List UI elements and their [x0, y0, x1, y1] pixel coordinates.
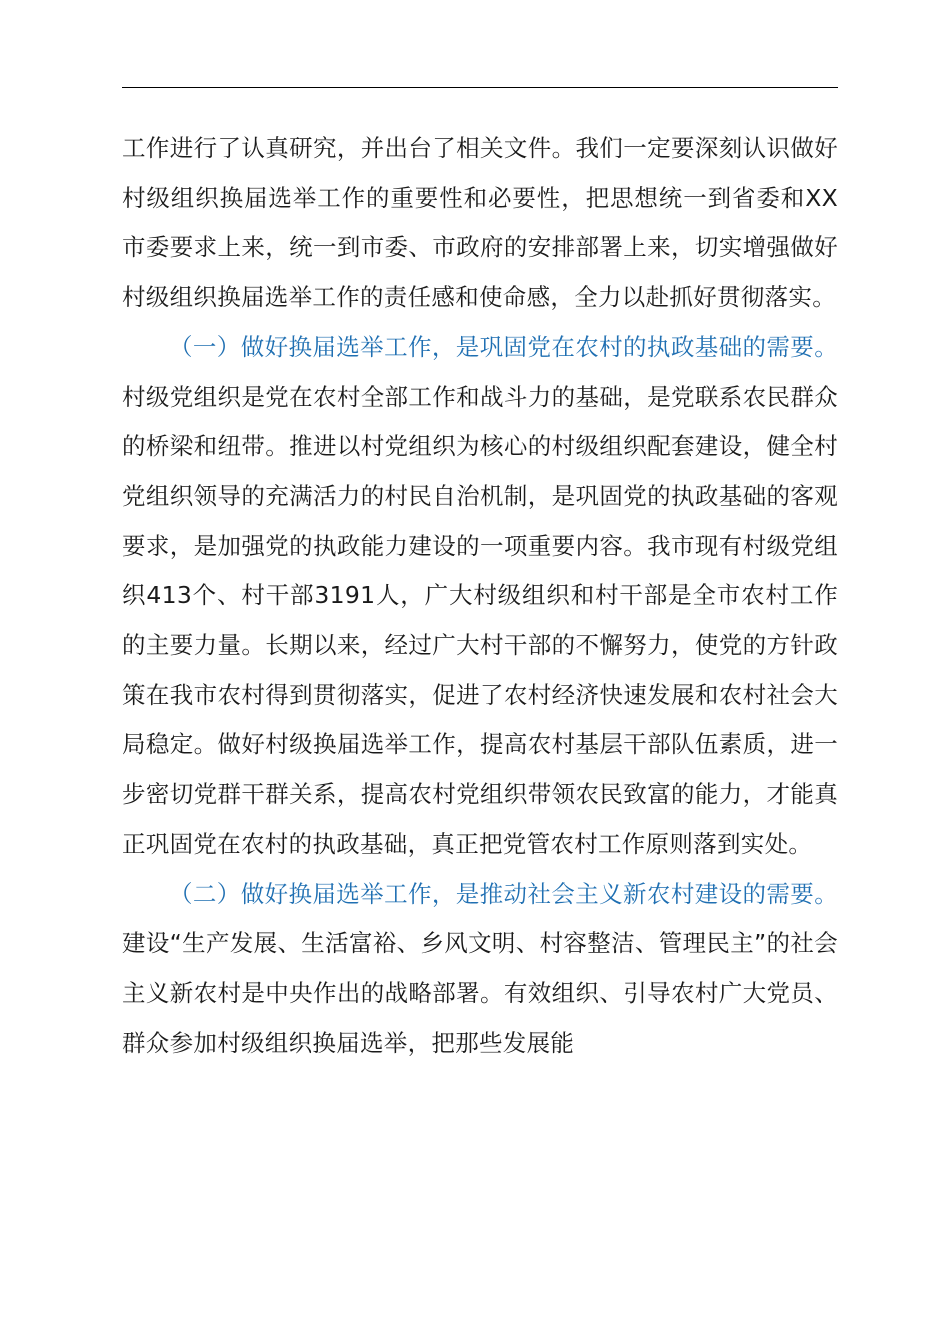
body-text	[122, 124, 838, 1068]
paragraph-section-1	[122, 323, 838, 870]
paragraph-text: 工作进行了认真研究，并出台了相关文件。我们一定要深刻认识做好村级组织换届选举工作的重要性和必要性，把思想统一到省委和XX市委要求上来，统一到市委、市政府的安排部署上来，切实增强做好村级组织换届选举工作的责任感和使命感，全力以赴抓好贯彻落实。	[122, 134, 838, 312]
paragraph-section-2	[122, 870, 838, 1069]
paragraph-text: 建设“生产发展、生活富裕、乡风文明、村容整洁、管理民主”的社会主义新农村是中央作出的战略部署。有效组织、引导农村广大党员、群众参加村级组织换届选举，把那些发展能	[122, 929, 838, 1057]
section-heading: （二）做好换届选举工作，是推动社会主义新农村建设的需要。	[169, 879, 838, 908]
paragraph-text: 村级党组织是党在农村全部工作和战斗力的基础，是党联系农民群众的桥梁和纽带。推进以村党组织为核心的村级组织配套建设，健全村党组织领导的充满活力的村民自治机制，是巩固党的执政基础的客观要求，是加强党的执政能力建设的一项重要内容。我市现有村级党组织413个、村干部3191人，广大村级组织和村干部是全市农村工作的主要力量。长期以来，经过广大村干部的不懈努力，使党的方针政策在我市农村得到贯彻落实，促进了农村经济快速发展和农村社会大局稳定。做好村级换届选举工作，提高农村基层干部队伍素质，进一步密切党群干群关系，提高农村党组织带领农民致富的能力，才能真正巩固党在农村的执政基础，真正把党管农村工作原则落到实处。	[122, 382, 838, 858]
paragraph-continuation	[122, 124, 838, 323]
header-rule	[122, 87, 838, 88]
section-heading: （一）做好换届选举工作，是巩固党在农村的执政基础的需要。	[169, 332, 838, 361]
